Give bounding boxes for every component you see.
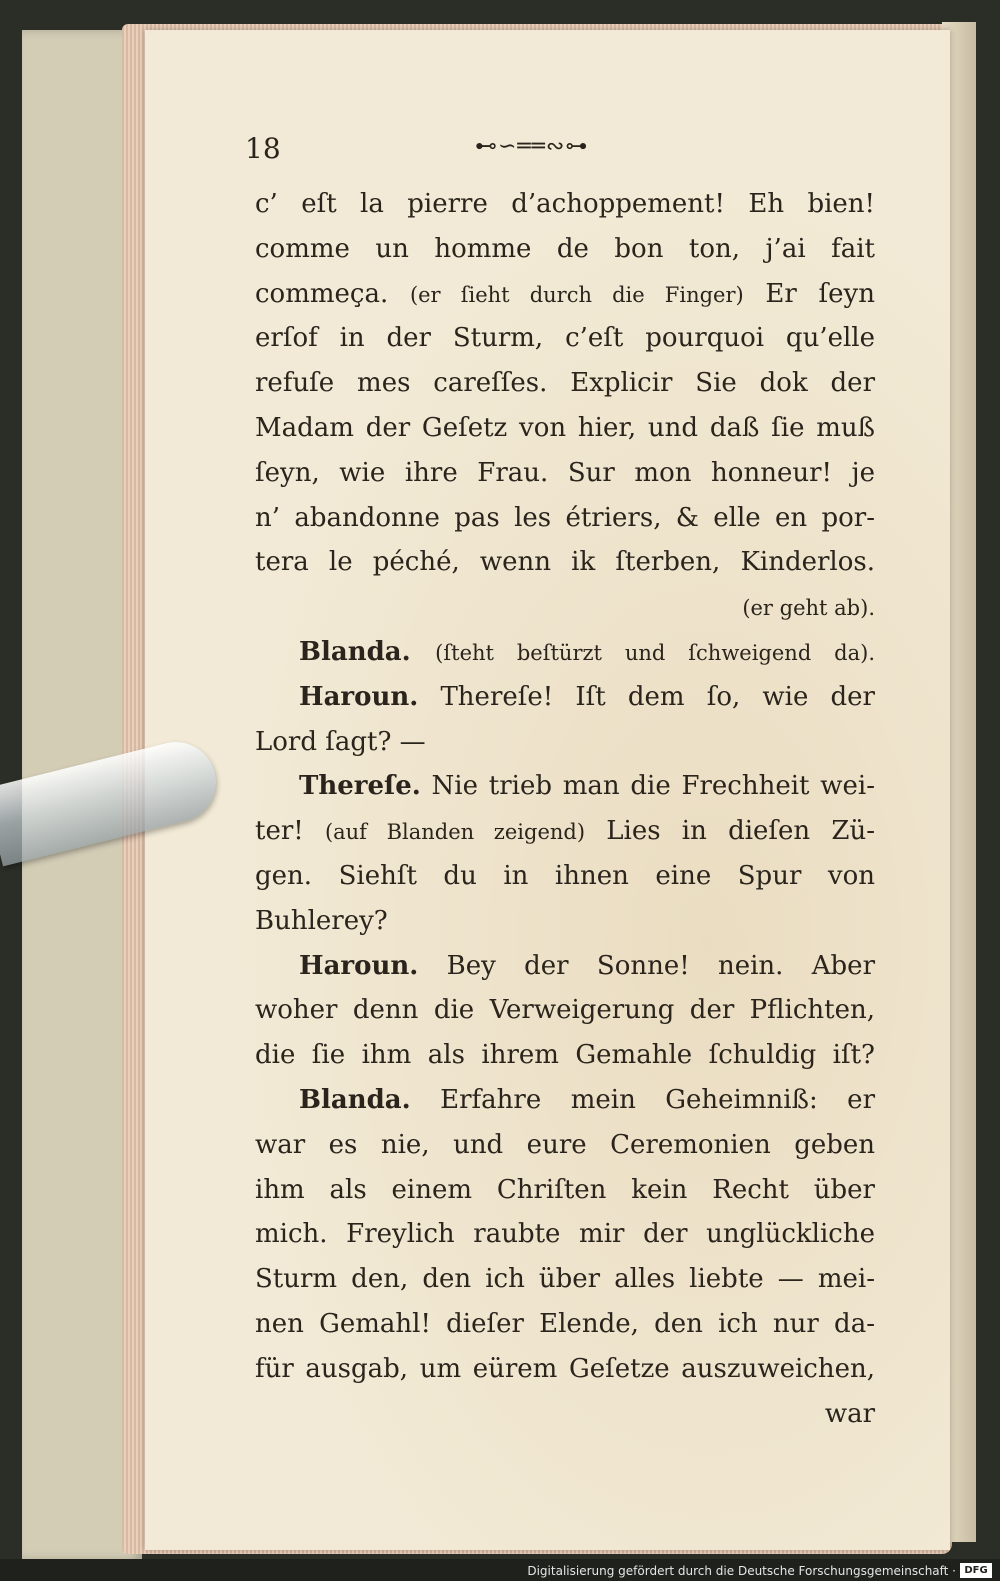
text-run: war es nie, und eure Ceremonien geben <box>255 1129 875 1160</box>
speaker-name: Haroun. <box>299 681 419 712</box>
text-run: die ſie ihm als ihrem Gemahle ſchuldig iſt? <box>255 1040 875 1071</box>
speaker-name: Blanda. <box>299 636 411 667</box>
text-line <box>255 540 875 585</box>
text-line <box>255 1212 875 1257</box>
book-page <box>145 30 950 1550</box>
text-run <box>411 637 435 667</box>
text-run: erſof in der Sturm, c’eſt pourquoi qu’elle <box>255 323 875 354</box>
text-run: für ausgab, um eürem Geſetze auszuweichen, <box>255 1353 875 1384</box>
text-line <box>255 496 875 541</box>
text-line <box>255 764 875 809</box>
text-line <box>255 1257 875 1302</box>
text-line <box>255 227 875 272</box>
footer-bar <box>0 1559 1000 1581</box>
text-run: nen Gemahl! dieſer Elende, den ich nur da- <box>255 1308 875 1339</box>
text-line <box>255 451 875 496</box>
text-run: Sturm den, den ich über alles liebte — mei- <box>255 1264 875 1295</box>
text-run: tera le péché, wenn ik ſterben, Kinderlos. <box>255 547 875 578</box>
text-line <box>255 406 875 451</box>
text-run: Lies in dieſen Zü- <box>585 816 875 847</box>
text-line <box>255 361 875 406</box>
text-run: c’ eſt la pierre d’achoppement! Eh bien! <box>255 189 875 219</box>
speaker-name: Thereſe. <box>299 771 421 802</box>
text-run: ter! <box>255 816 325 847</box>
page-number: 18 <box>245 132 281 165</box>
text-line <box>255 1347 875 1392</box>
text-run: Lord ſagt? — <box>255 726 426 757</box>
text-line <box>255 899 875 944</box>
text-run: Thereſe! Iſt dem ſo, wie der <box>418 681 875 712</box>
text-line <box>255 1168 875 1213</box>
stage-direction: (ſteht beſtürzt und ſchweigend da). <box>435 640 875 665</box>
footer-credit: Digitalisierung gefördert durch die Deutsche Forschungsgemeinschaft · <box>527 1564 956 1578</box>
page-text <box>255 182 875 1436</box>
text-line <box>255 1078 875 1123</box>
header-ornament: ⊷∽══∾⊶ <box>475 134 589 159</box>
text-run: Er ſeyn <box>743 278 875 309</box>
text-line <box>255 1123 875 1168</box>
stage-direction: (er ſieht durch die Finger) <box>409 282 744 307</box>
speaker-name: Haroun. <box>299 950 419 981</box>
text-run: ihm als einem Chriſten kein Recht über <box>255 1174 875 1205</box>
text-line <box>255 1302 875 1347</box>
speaker-name: Blanda. <box>299 1084 411 1115</box>
text-line <box>255 944 875 989</box>
text-run: ſeyn, wie ihre Frau. Sur mon honneur! je <box>255 457 875 488</box>
text-run: Bey der Sonne! nein. Aber <box>418 950 875 981</box>
text-line <box>255 854 875 899</box>
text-run: comme un homme de bon ton, j’ai fait <box>255 233 875 264</box>
text-line <box>255 1392 875 1437</box>
text-line <box>255 585 875 630</box>
text-run: commeça. <box>255 278 410 309</box>
text-line <box>255 809 875 854</box>
text-run: Nie trieb man die Frechheit wei- <box>420 771 875 802</box>
text-run: n’ abandonne pas les étriers, & elle en por- <box>255 502 875 533</box>
text-line <box>255 272 875 317</box>
text-run: Buhlerey? <box>255 905 388 936</box>
dfg-logo: DFG <box>960 1563 992 1578</box>
text-run: refuſe mes careſſes. Explicir Sie dok der <box>255 368 875 399</box>
text-line <box>255 720 875 765</box>
text-line <box>255 675 875 720</box>
stage-direction: (auf Blanden zeigend) <box>324 820 586 845</box>
text-run: woher denn die Verweigerung der Pflichten, <box>255 995 875 1026</box>
text-run: war <box>824 1398 875 1429</box>
text-line <box>255 988 875 1033</box>
text-line <box>255 182 875 227</box>
stage-direction: (er geht ab). <box>742 596 875 621</box>
text-run: mich. Freylich raubte mir der unglückliche <box>255 1219 875 1250</box>
text-run: Madam der Geſetz von hier, und daß ſie muß <box>255 412 875 443</box>
page-header <box>245 132 865 172</box>
text-line <box>255 1033 875 1078</box>
text-line <box>255 630 875 675</box>
text-line <box>255 316 875 361</box>
text-run: Erfahre mein Geheimniß: er <box>410 1084 875 1115</box>
text-run: gen. Siehſt du in ihnen eine Spur von <box>255 860 875 891</box>
